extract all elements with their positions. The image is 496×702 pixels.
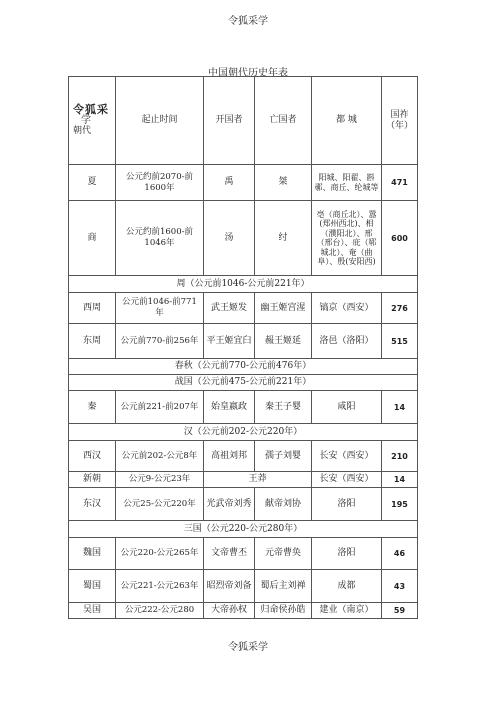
duration-cell: 600 xyxy=(382,201,418,276)
period-cell: 公元前770-前256年 xyxy=(116,324,204,359)
table-row xyxy=(69,441,418,472)
last-ruler-cell: 孺子刘婴 xyxy=(255,441,312,472)
dynasty-name: 秦 xyxy=(69,391,116,424)
page-footer: 令狐采学 xyxy=(228,642,268,653)
founder-cell: 文帝曹丕 xyxy=(204,538,255,570)
section-caption-zhou: 周（公元前1046-公元前221年） xyxy=(69,276,418,293)
period-cell: 公元约前1600-前1046年 xyxy=(116,201,204,276)
period-cell: 公元前221-前207年 xyxy=(116,391,204,424)
last-ruler-cell: 献帝刘协 xyxy=(255,488,312,521)
table-row xyxy=(69,570,418,603)
duration-cell: 210 xyxy=(382,441,418,472)
period-cell: 公元前202-公元8年 xyxy=(116,441,204,472)
last-ruler-cell: 归命侯孙皓 xyxy=(255,603,312,619)
period-cell: 公元约前2070-前1600年 xyxy=(116,165,204,201)
duration-cell: 471 xyxy=(382,165,418,201)
ruler-cell: 王莽 xyxy=(204,472,312,488)
watermark-text: 令狐采 xyxy=(73,103,109,116)
period-cell: 公元220-公元265年 xyxy=(116,538,204,570)
capital-cell: 长安（西安） xyxy=(312,472,382,488)
dynasty-table xyxy=(68,76,418,619)
dynasty-name: 魏国 xyxy=(69,538,116,570)
capital-cell: 洛邑（洛阳） xyxy=(312,324,382,359)
dynasty-name: 东汉 xyxy=(69,488,116,521)
founder-cell: 始皇嬴政 xyxy=(204,391,255,424)
capital-cell: 成都 xyxy=(312,570,382,603)
last-ruler-header: 亡国者 xyxy=(255,77,312,165)
duration-cell: 515 xyxy=(382,324,418,359)
last-ruler-cell: 纣 xyxy=(255,201,312,276)
table-row xyxy=(69,472,418,488)
last-ruler-cell: 桀 xyxy=(255,165,312,201)
capital-cell: 亳（商丘北）、嚣(郑州西北)、相（濮阳北）、邢（邢台）、庇（郓城北）、奄（曲阜）、殷(安阳西) xyxy=(312,201,382,276)
capital-cell: 建业（南京） xyxy=(312,603,382,619)
capital-cell: 咸阳 xyxy=(312,391,382,424)
table-row xyxy=(69,391,418,424)
duration-cell: 59 xyxy=(382,603,418,619)
duration-cell: 14 xyxy=(382,472,418,488)
header-row xyxy=(69,77,418,165)
dynasty-name: 蜀国 xyxy=(69,570,116,603)
dynasty-name: 西汉 xyxy=(69,441,116,472)
table-row xyxy=(69,201,418,276)
founder-cell: 昭烈帝刘备 xyxy=(204,570,255,603)
table-title: 中国朝代历史年表 xyxy=(208,68,288,79)
duration-cell: 14 xyxy=(382,391,418,424)
table-row xyxy=(69,324,418,359)
table-row xyxy=(69,165,418,201)
dynasty-name: 西周 xyxy=(69,293,116,324)
dynasty-name: 夏 xyxy=(69,165,116,201)
table-row xyxy=(69,293,418,324)
table-row xyxy=(69,488,418,521)
founder-cell: 高祖刘邦 xyxy=(204,441,255,472)
founder-cell: 武王姬发 xyxy=(204,293,255,324)
last-ruler-cell: 元帝曹奂 xyxy=(255,538,312,570)
table-row xyxy=(69,538,418,570)
last-ruler-cell: 蜀后主刘禅 xyxy=(255,570,312,603)
founder-cell: 平王姬宜臼 xyxy=(204,324,255,359)
duration-header: 国祚（年） xyxy=(382,77,418,165)
period-cell: 公元25-公元220年 xyxy=(116,488,204,521)
section-row xyxy=(69,359,418,375)
capital-cell: 洛阳 xyxy=(312,538,382,570)
corner-cell xyxy=(69,77,116,165)
last-ruler-cell: 赧王姬延 xyxy=(255,324,312,359)
watermark-text-2: 学 xyxy=(81,115,91,126)
founder-cell: 大帝孙权 xyxy=(204,603,255,619)
duration-cell: 43 xyxy=(382,570,418,603)
period-header: 起止时间 xyxy=(116,77,204,165)
section-caption-chunqiu: 春秋（公元前770-公元前476年） xyxy=(69,359,418,375)
capital-cell: 长安（西安） xyxy=(312,441,382,472)
dynasty-name: 新朝 xyxy=(69,472,116,488)
founder-header: 开国者 xyxy=(204,77,255,165)
last-ruler-cell: 秦王子婴 xyxy=(255,391,312,424)
section-row xyxy=(69,424,418,441)
dynasty-name: 商 xyxy=(69,201,116,276)
duration-cell: 276 xyxy=(382,293,418,324)
last-ruler-cell: 幽王姬宫湦 xyxy=(255,293,312,324)
table-row xyxy=(69,603,418,619)
duration-cell: 195 xyxy=(382,488,418,521)
capital-cell: 阳城、阳翟、斟鄩、商丘、纶城等 xyxy=(312,165,382,201)
dynasty-name: 东周 xyxy=(69,324,116,359)
founder-cell: 禹 xyxy=(204,165,255,201)
section-caption-sanguo: 三国（公元220-公元280年） xyxy=(69,521,418,538)
dynasty-header: 朝代 xyxy=(73,126,92,136)
section-caption-zhanguo: 战国（公元前475-公元前221年） xyxy=(69,375,418,391)
page-header: 令狐采学 xyxy=(228,16,268,27)
capital-cell: 镐京（西安） xyxy=(312,293,382,324)
founder-cell: 光武帝刘秀 xyxy=(204,488,255,521)
dynasty-name: 吴国 xyxy=(69,603,116,619)
section-row xyxy=(69,276,418,293)
duration-cell: 46 xyxy=(382,538,418,570)
section-row xyxy=(69,521,418,538)
period-cell: 公元前1046-前771年 xyxy=(116,293,204,324)
period-cell: 公元221-公元263年 xyxy=(116,570,204,603)
capital-header: 都 城 xyxy=(312,77,382,165)
founder-cell: 汤 xyxy=(204,201,255,276)
period-cell: 公元222-公元280 xyxy=(116,603,204,619)
section-caption-han: 汉（公元前202-公元220年） xyxy=(69,424,418,441)
section-row xyxy=(69,375,418,391)
capital-cell: 洛阳 xyxy=(312,488,382,521)
period-cell: 公元9-公元23年 xyxy=(116,472,204,488)
